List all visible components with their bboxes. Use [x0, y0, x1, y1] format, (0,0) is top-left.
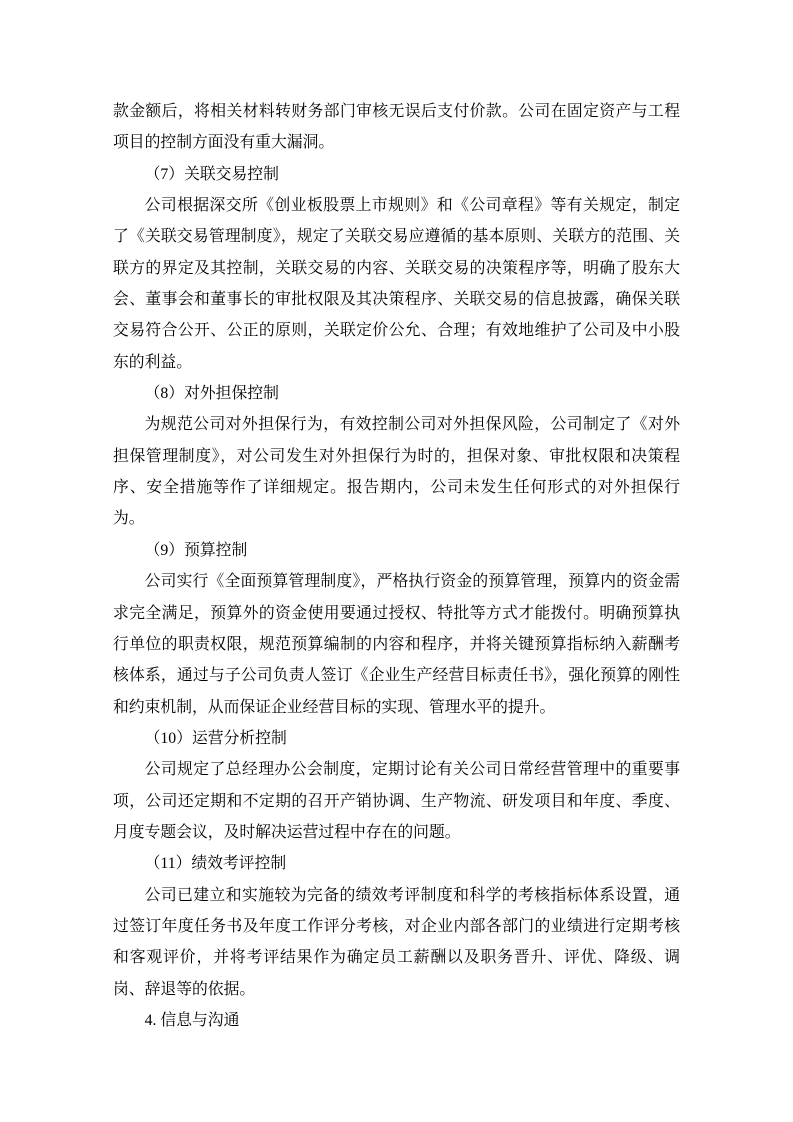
paragraph-performance-evaluation-control: 公司已建立和实施较为完备的绩效考评制度和科学的考核指标体系设置，通过签订年度任务书及年度工作评分考核，对企业内部各部门的业绩进行定期考核和客观评价，并将考评结果作为确定员工薪酬以及职务晋升、评优、降级、调岗、辞退等的依据。 — [113, 886, 680, 998]
section-heading-7-related-party-transactions: （7）关联交易控制 — [144, 165, 279, 183]
section-heading-4-information-and-communication: 4. 信息与沟通 — [144, 1011, 240, 1029]
paragraph-external-guarantee-control: 为规范公司对外担保行为，有效控制公司对外担保风险，公司制定了《对外担保管理制度》，对公司发生对外担保行为时的，担保对象、审批权限和决策程序、安全措施等作了详细规定。报告期内，公司未发生任何形式的对外担保行为。 — [113, 416, 680, 528]
section-heading-8-external-guarantee-control: （8）对外担保控制 — [144, 385, 279, 403]
paragraph-continuation: 款金额后，将相关材料转财务部门审核无误后支付价款。公司在固定资产与工程项目的控制方面没有重大漏洞。 — [113, 103, 680, 152]
document-content — [113, 96, 680, 1036]
paragraph-operation-analysis-control: 公司规定了总经理办公会制度，定期讨论有关公司日常经营管理中的重要事项，公司还定期和不定期的召开产销协调、生产物流、研发项目和年度、季度、月度专题会议，及时解决运营过程中存在的问题。 — [113, 761, 680, 841]
section-heading-11-performance-evaluation-control: （11）绩效考评控制 — [144, 855, 287, 873]
section-heading-10-operation-analysis-control: （10）运营分析控制 — [144, 729, 287, 747]
paragraph-budget-control: 公司实行《全面预算管理制度》，严格执行资金的预算管理，预算内的资金需求完全满足，预算外的资金使用要通过授权、特批等方式才能拨付。明确预算执行单位的职责权限，规范预算编制的内容和程序，并将关键预算指标纳入薪酬考核体系，通过与子公司负责人签订《企业生产经营目标责任书》，强化预算的刚性和约束机制，从而保证企业经营目标的实现、管理水平的提升。 — [113, 573, 680, 716]
paragraph-related-party-transactions: 公司根据深交所《创业板股票上市规则》和《公司章程》等有关规定，制定了《关联交易管理制度》，规定了关联交易应遵循的基本原则、关联方的范围、关联方的界定及其控制，关联交易的内容、关联交易的决策程序等，明确了股东大会、董事会和董事长的审批权限及其决策程序、关联交易的信息披露，确保关联交易符合公开、公正的原则，关联定价公允、合理；有效地维护了公司及中小股东的利益。 — [113, 197, 680, 371]
section-heading-9-budget-control: （9）预算控制 — [144, 541, 248, 559]
